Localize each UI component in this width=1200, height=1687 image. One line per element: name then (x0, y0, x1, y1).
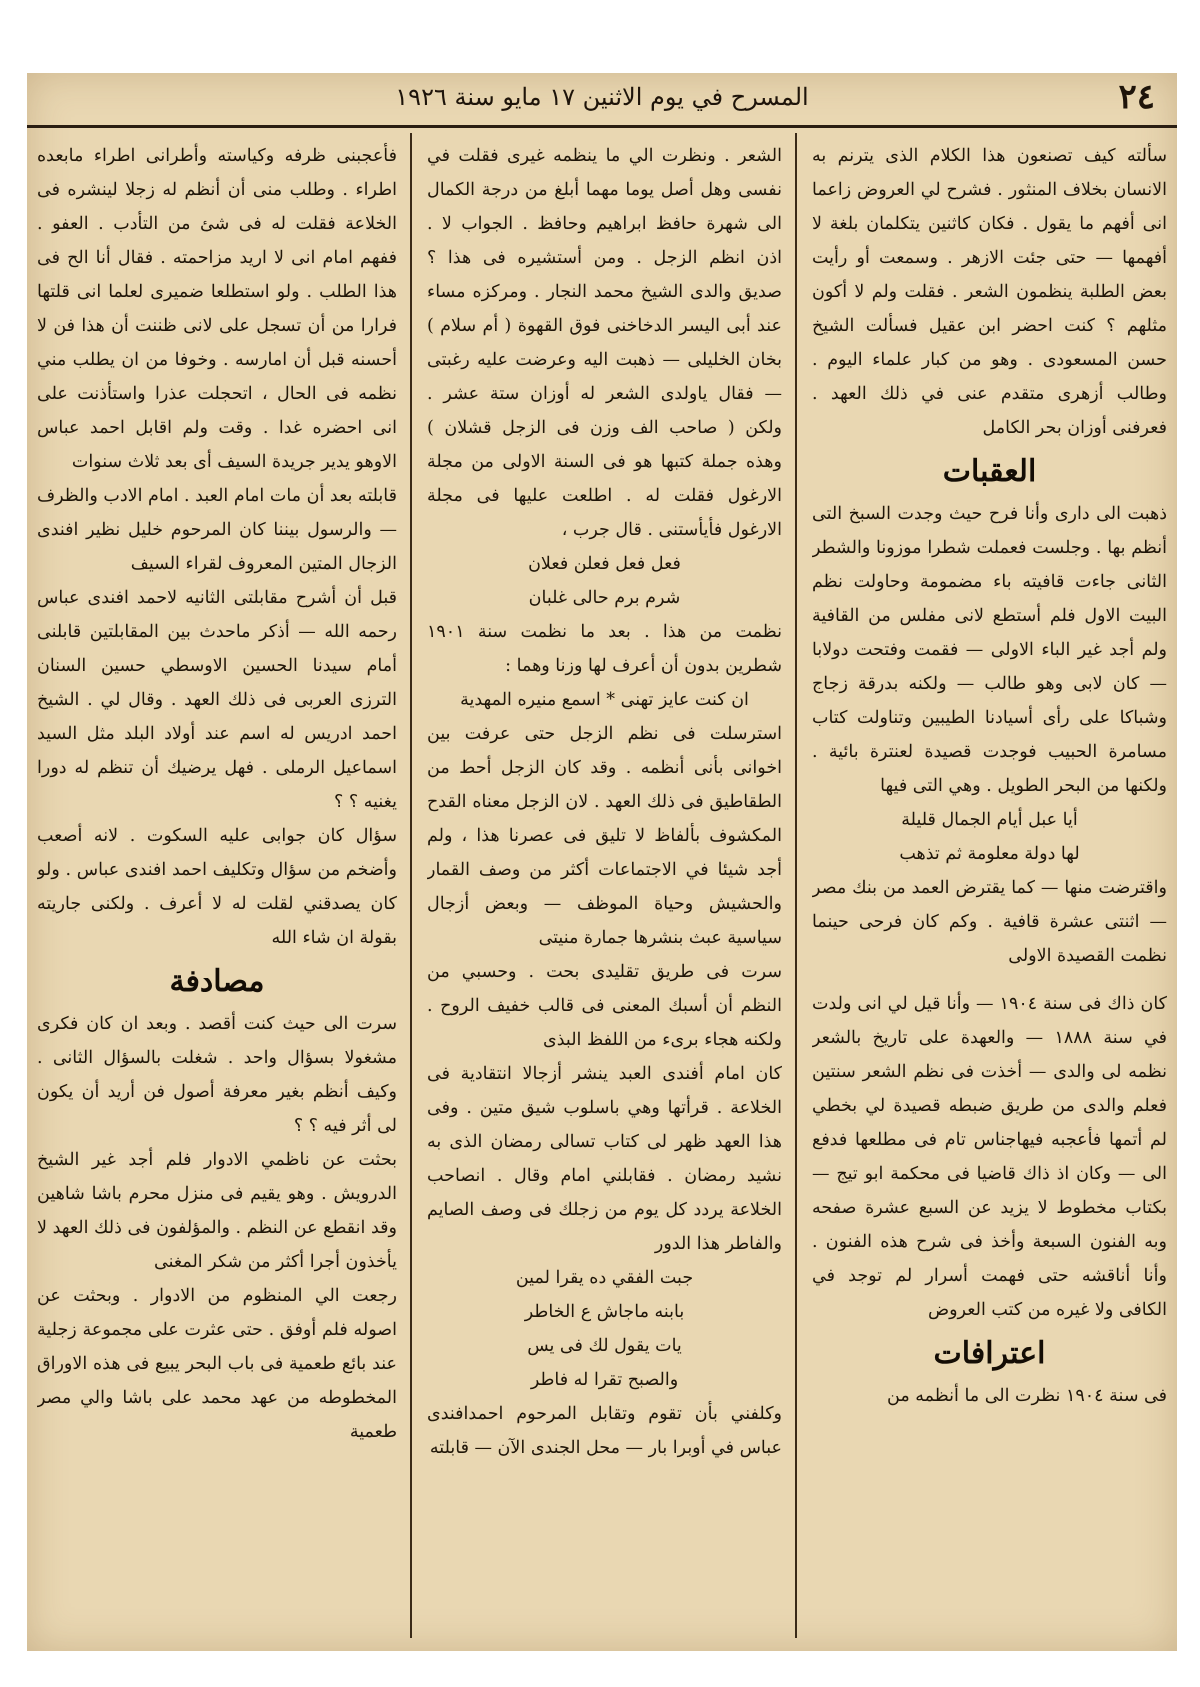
paragraph: سرت الى حيث كنت أقصد . وبعد ان كان فكرى مشغولا بسؤال واحد . شغلت بالسؤال الثانى . وكيف أنظم بغير معرفة أصول فن أريد أن يكون لى أثر فيه ؟ ؟ (37, 1014, 397, 1136)
verse-line: لها دولة معلومة ثم تذهب (899, 844, 1080, 864)
verse-line: فعل فعل فعلن فعلان (528, 554, 681, 574)
paragraph: وكلفني بأن تقوم وتقابل المرحوم احمدافندى عباس في أوبرا بار — محل الجندى الآن — قابلته (427, 1404, 782, 1458)
running-title: المسرح في يوم الاثنين ١٧ مايو سنة ١٩٢٦ (395, 83, 809, 111)
paragraph: سألته كيف تصنعون هذا الكلام الذى يترنم به الانسان بخلاف المنثور . فشرح لي العروض زاعما انى أفهم ما يقول . فكان كاثنين يتكلمان بلغة لا أفهمها — حتى جئت الازهر . وسمعت أو رأيت بعض الطلبة ينظمون الشعر . فقلت ولم لا أكون مثلهم ؟ كنت احضر ابن عقيل فسألت الشيخ حسن المسعودى . وهو من كبار علماء اليوم . وطالب أزهرى متقدم عنى في ذلك العهد . فعرفنى أوزان بحر الكامل (812, 146, 1167, 438)
paragraph: سرت فى طريق تقليدى بحت . وحسبي من النظم أن أسبك المعنى فى قالب خفيف الروح . ولكنه هجاء برىء من اللفظ البذى (427, 962, 782, 1050)
paragraph: نظمت من هذا . بعد ما نظمت سنة ١٩٠١ شطرين بدون أن أعرف لها وزنا وهما : (427, 622, 782, 676)
column-divider (795, 133, 797, 1638)
page-header (27, 73, 1177, 123)
section-heading: اعترافات (933, 1336, 1046, 1371)
paragraph: سؤال كان جوابى عليه السكوت . لانه أصعب وأضخم من سؤال وتكليف احمد افندى عباس . ولو كان يصدقني لقلت له لا أعرف . ولكنى جاريته بقولة ان شاء الله (37, 826, 397, 948)
paragraph: كان امام أفندى العبد ينشر أزجالا انتقادية فى الخلاعة . قرأتها وهي باسلوب شيق متين . وفى هذا العهد ظهر لى كتاب تسالى رمضان الذى به نشيد رمضان . فقابلني امام وقال . انصاحب الخلاعة يردد كل يوم من زجلك فى وصف الصايم والفاطر هذا الدور (427, 1064, 782, 1254)
paragraph: استرسلت فى نظم الزجل حتى عرفت بين اخوانى بأنى أنظمه . وقد كان الزجل أحط من الطقاطيق فى ذلك العهد . لان الزجل معناه القدح المكشوف بألفاظ لا تليق فى عصرنا هذا ، ولم أجد شيئا في الاجتماعات أكثر من وصف القمار والحشيش وحياة الموظف — وبعض أزجال سياسية عبث بنشرها جمارة منيتى (427, 724, 782, 948)
verse-line: بابنه ماجاش ع الخاطر (524, 1302, 685, 1322)
article-column-middle (427, 139, 782, 1639)
section-heading: مصادفة (169, 964, 265, 999)
article-column-right (812, 139, 1167, 1639)
newspaper-page (27, 73, 1177, 1651)
section-heading: العقبات (942, 454, 1037, 489)
verse-line: أيا عبل أيام الجمال قليلة (901, 810, 1078, 830)
paragraph: قابلته بعد أن مات امام العبد . امام الادب والظرف — والرسول بيننا كان المرحوم خليل نظير افندى الزجال المتين المعروف لقراء السيف (37, 486, 397, 574)
paragraph: قبل أن أشرح مقابلتى الثانيه لاحمد افندى عباس رحمه الله — أذكر ماحدث بين المقابلتين قابلنى أمام سيدنا الحسين الاوسطي حسين السنان الترزى العربى فى ذلك العهد . وقال لي . الشيخ احمد ادريس له اسم عند أولاد البلد مثل السيد اسماعيل الرملى . فهل يرضيك أن تنظم له دورا يغنيه ؟ ؟ (37, 588, 397, 812)
paragraph: فى سنة ١٩٠٤ نظرت الى ما أنظمه من (887, 1386, 1167, 1406)
paragraph: كان ذاك فى سنة ١٩٠٤ — وأنا قيل لي انى ولدت في سنة ١٨٨٨ — والعهدة على تاريخ بالشعر نظمه لى والدى — أخذت فى نظم الشعر سنتين فعلم والدى من طريق ضبطه قصيدة لي بخطي لم أتمها فأعجبه فيهاجناس تام فى مطلعها فدفع الى — وكان اذ ذاك قاضيا فى محكمة ابو تيج — بكتاب مخطوط لا يزيد عن السبع عشرة صفحه وبه الفنون السبعة وأخذ فى شرح هذه الفنون . وأنا أناقشه حتى فهمت أسرار لم توجد في الكافى ولا غيره من كتب العروض (812, 994, 1167, 1320)
paragraph: ذهبت الى دارى وأنا فرح حيث وجدت السبخ التى أنظم بها . وجلست فعملت شطرا موزونا والشطر الثانى جاءت قافيته باء مضمومة وحاولت نظم البيت الاول فلم أستطع لانى مفلس من القافية ولم أجد غير الباء الاولى — فقمت وفتحت دولابا — كان لابى وهو طالب — ولكنه بدرقة زجاج وشباكا على رأى أسيادنا الطيبين وتناولت كتاب مسامرة الحبيب فوجدت قصيدة لعنترة بائية . ولكنها من البحر الطويل . وهي التى فيها (812, 504, 1167, 796)
page-number: ٢٤ (1118, 77, 1155, 117)
verse-line: والصبح تقرا له فاطر (530, 1370, 679, 1390)
verse-line: ان كنت عايز تهنى * اسمع منيره المهدية (460, 690, 749, 710)
article-column-left (37, 139, 397, 1639)
verse-line: يات يقول لك فى يس (527, 1336, 682, 1356)
paragraph: فأعجبنى ظرفه وكياسته وأطرانى اطراء مابعده اطراء . وطلب منى أن أنظم له زجلا لينشره فى الخلاعة فقلت له فى شئ من التأدب . العفو . ففهم امام انى لا اريد مزاحمته . فقال أنا الح فى هذا الطلب . ولو استطلعا ضميرى لعلما انى قلتها فرارا من أن تسجل على لانى ظننت أن هذا فن لا أحسنه قبل أن امارسه . وخوفا من ان يطلب مني نظمه فى الحال ، اتحجلت عذرا واستأذنت على انى احضره غدا . وقت ولم اقابل احمد عباس الاوهو يدير جريدة السيف أى بعد ثلاث سنوات (37, 146, 397, 472)
paragraph: بحثت عن ناظمي الادوار فلم أجد غير الشيخ الدرويش . وهو يقيم فى منزل محرم باشا شاهين وقد انقطع عن النظم . والمؤلفون فى ذلك العهد لا يأخذون أجرا أكثر من شكر المغنى (37, 1150, 397, 1272)
paragraph: واقترضت منها — كما يقترض العمد من بنك مصر — اثنتى عشرة قافية . وكم كان فرحى حينما نظمت القصيدة الاولى (812, 878, 1167, 966)
paragraph: الشعر . ونظرت الي ما ينظمه غيرى فقلت في نفسى وهل أصل يوما مهما أبلغ من درجة الكمال الى شهرة حافظ ابراهيم وحافظ . الجواب لا . اذن انظم الزجل . ومن أستشيره فى هذا ؟ صديق والدى الشيخ محمد النجار . ومركزه مساء عند أبى اليسر الدخاخنى فوق القهوة ( أم سلام ) بخان الخليلى — ذهبت اليه وعرضت عليه رغبتى — فقال ياولدى الشعر له أوزان ستة عشر . ولكن ( صاحب الف وزن فى الزجل قشلان ) وهذه جملة كتبها هو فى السنة الاولى من مجلة الارغول فقلت له . اطلعت عليها فى مجلة الارغول فأيأستنى . قال جرب ، (427, 146, 782, 540)
column-divider (410, 133, 412, 1638)
verse-line: شرم برم حالى غلبان (528, 588, 681, 608)
verse-line: جبت الفقي ده يقرا لمين (515, 1268, 694, 1288)
paragraph: رجعت الي المنظوم من الادوار . وبحثت عن اصوله فلم أوفق . حتى عثرت على مجموعة زجلية عند بائع طعمية فى باب البحر يبيع فى هذه الاوراق المخطوطه من عهد محمد على باشا والي مصر طعمية (37, 1286, 397, 1442)
header-rule (27, 125, 1177, 128)
